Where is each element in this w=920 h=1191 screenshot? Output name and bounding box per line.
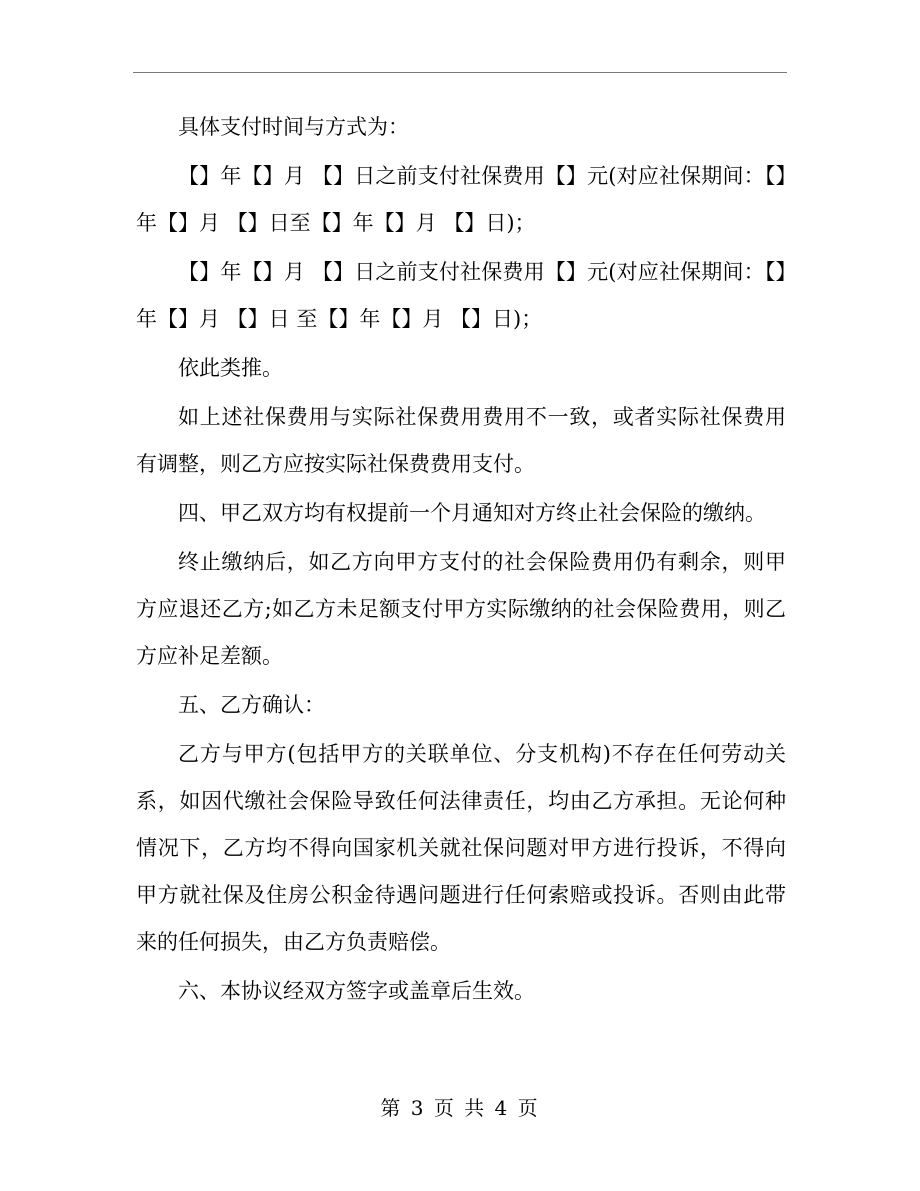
clause-five: 五、乙方确认： <box>178 693 325 717</box>
paragraph-fee-adjustment: 如上述社保费用与实际社保费用费用不一致，或者实际社保费用有调整，则乙方应按实际社保费费用支付。 <box>136 405 786 476</box>
clause-six: 六、本协议经双方签字或盖章后生效。 <box>178 979 535 1003</box>
clause-four: 四、甲乙双方均有权提前一个月通知对方终止社会保险的缴纳。 <box>178 501 766 525</box>
page-number: 第 3 页 共 4 页 <box>380 1096 540 1120</box>
paragraph-payment-method: 具体支付时间与方式为： <box>178 115 409 139</box>
paragraph-payment-period-2: 【】年【】月 【】日之前支付社保费用【】元(对应社保期间：【】年【】月 【】日 至【】年【】月 【】日)； <box>136 260 786 331</box>
paragraph-termination-settlement: 终止缴纳后，如乙方向甲方支付的社会保险费用仍有剩余，则甲方应退还乙方;如乙方未足额支付甲方实际缴纳的社会保险费用，则乙方应补足差额。 <box>136 550 786 668</box>
document-body <box>136 104 786 1017</box>
header-divider <box>133 72 787 73</box>
paragraph-payment-period-1: 【】年【】月 【】日之前支付社保费用【】元(对应社保期间：【】年【】月 【】日至【】年【】月 【】日)； <box>136 164 786 235</box>
paragraph-and-so-on: 依此类推。 <box>178 356 283 380</box>
paragraph-party-b-confirmation: 乙方与甲方(包括甲方的关联单位、分支机构)不存在任何劳动关系，如因代缴社会保险导致任何法律责任，均由乙方承担。无论何种情况下，乙方均不得向国家机关就社保问题对甲方进行投诉，不得向甲方就社保及住房公积金待遇问题进行任何索赔或投诉。否则由此带来的任何损失，由乙方负责赔偿。 <box>136 742 786 954</box>
